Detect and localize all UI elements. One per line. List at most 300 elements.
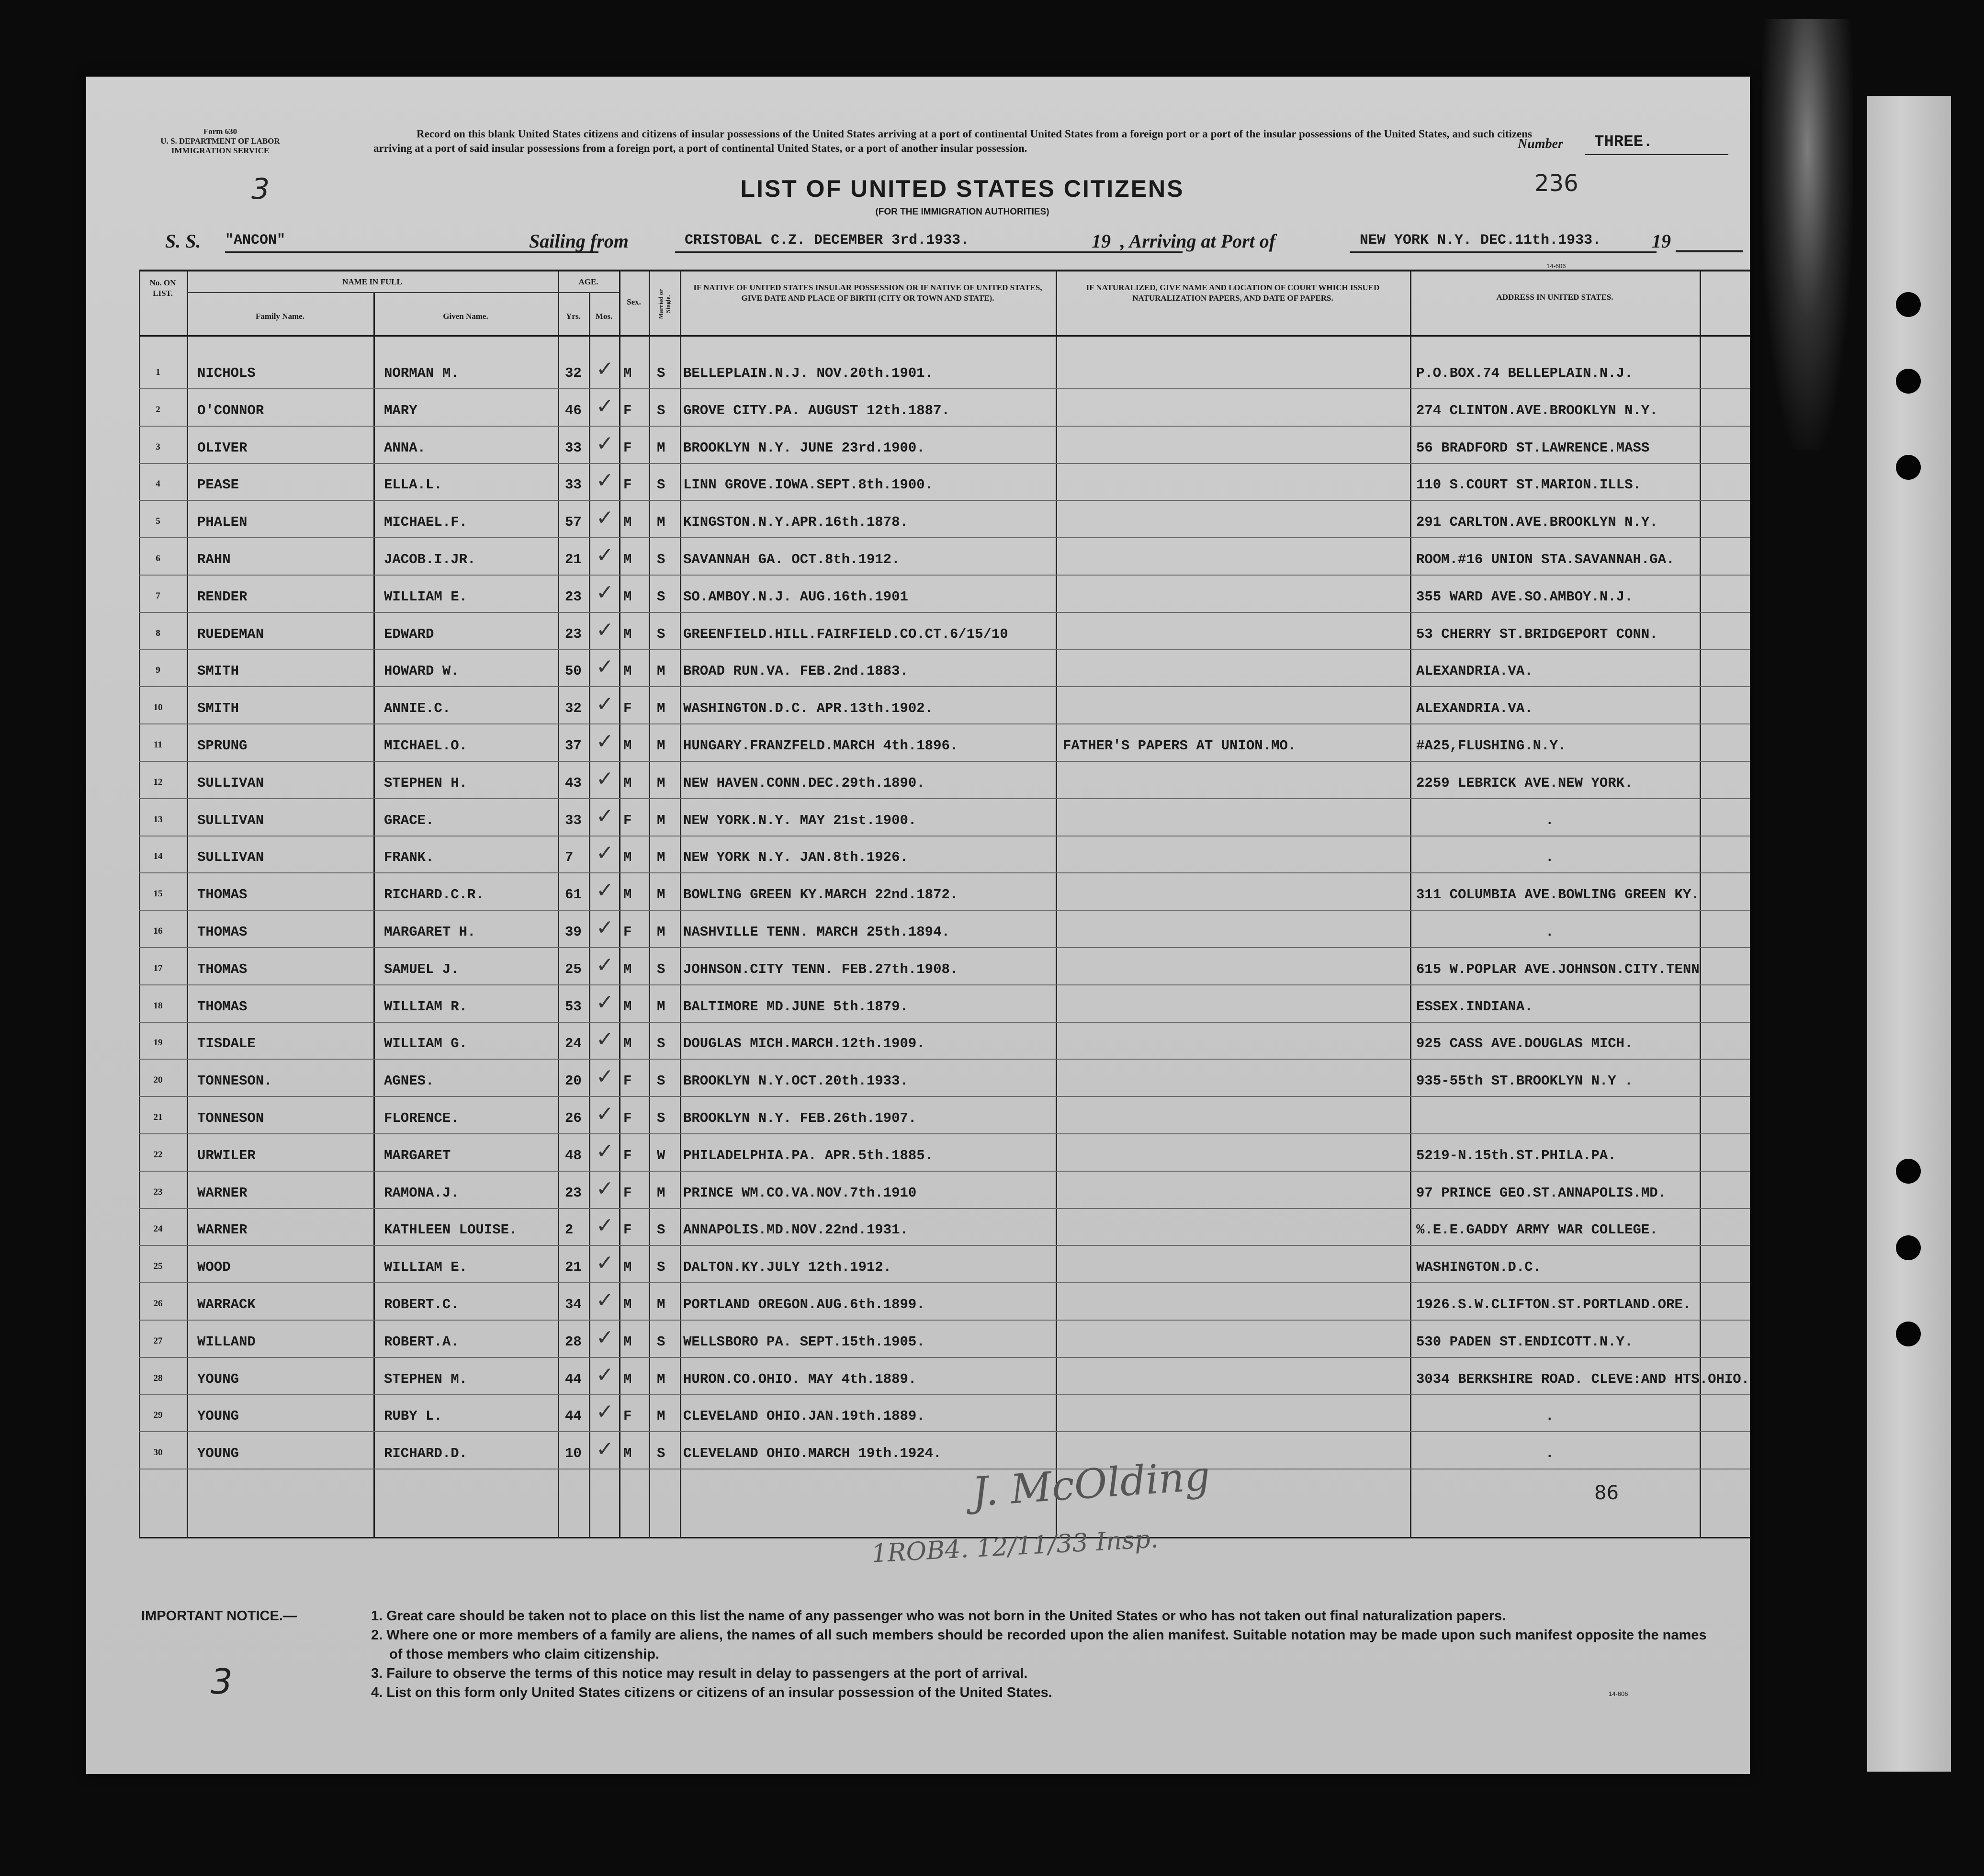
- marital-status-cell: S: [657, 1073, 665, 1089]
- header-birth: IF NATIVE OF UNITED STATES INSULAR POSSESSION OR IF NATIVE OF UNITED STATES, GIVE DATE AND PLACE OF BIRTH (CITY OR TOWN AND STATE).: [693, 283, 1042, 303]
- header-name-in-full: NAME IN FULL: [342, 277, 402, 286]
- header-family-name: Family Name.: [256, 312, 304, 321]
- family-name-cell: RAHN: [197, 552, 231, 567]
- form-number: Form 630: [203, 127, 237, 136]
- given-name-cell: MARGARET H.: [384, 924, 476, 940]
- checkmark-icon: ✓: [596, 1102, 614, 1126]
- birth-cell: BROOKLYN N.Y. JUNE 23rd.1900.: [683, 440, 925, 456]
- row-number: 18: [153, 1000, 163, 1011]
- family-name-cell: PEASE: [197, 477, 239, 493]
- notice-title: IMPORTANT NOTICE.—: [141, 1608, 297, 1624]
- age-cell: 7: [565, 849, 574, 866]
- birth-cell: NEW YORK.N.Y. MAY 21st.1900.: [683, 812, 917, 828]
- sex-cell: F: [623, 924, 632, 940]
- age-cell: 26: [565, 1110, 582, 1126]
- given-name-cell: RUBY L.: [384, 1408, 442, 1424]
- sex-cell: F: [623, 1185, 632, 1201]
- col-border: [558, 270, 559, 1538]
- header-mos: Mos.: [595, 312, 613, 321]
- marital-status-cell: M: [657, 1371, 665, 1387]
- notice-item-3: 3. Failure to observe the terms of this notice may result in delay to passengers at the port of arrival.: [371, 1666, 1028, 1681]
- marital-status-cell: M: [657, 1297, 665, 1312]
- checkmark-icon: ✓: [596, 655, 614, 679]
- birth-cell: DOUGLAS MICH.MARCH.12th.1909.: [683, 1036, 925, 1052]
- row-number: 26: [153, 1299, 163, 1309]
- marital-status-cell: S: [657, 552, 665, 567]
- age-cell: 33: [565, 440, 582, 456]
- row-separator: [139, 1059, 1750, 1060]
- address-cell: .: [1545, 1446, 1554, 1462]
- page-title: LIST OF UNITED STATES CITIZENS: [740, 175, 1184, 202]
- row-separator: [139, 1133, 1750, 1134]
- given-name-cell: ANNA.: [384, 440, 426, 456]
- col-border: [1700, 270, 1701, 1538]
- age-cell: 33: [565, 477, 582, 493]
- ss-label: S. S.: [165, 230, 201, 252]
- marital-status-cell: S: [657, 588, 665, 605]
- age-cell: 32: [565, 701, 582, 717]
- address-cell: 935-55th ST.BROOKLYN N.Y .: [1416, 1073, 1633, 1089]
- arriving-port: NEW YORK N.Y. DEC.11th.1933.: [1350, 232, 1657, 253]
- given-name-cell: WILLIAM G.: [384, 1036, 468, 1052]
- checkmark-icon: ✓: [596, 1325, 614, 1350]
- sex-cell: M: [623, 552, 632, 567]
- given-name-cell: JACOB.I.JR.: [384, 552, 476, 567]
- family-name-cell: OLIVER: [197, 440, 248, 456]
- row-separator: [139, 1245, 1750, 1246]
- marital-status-cell: M: [657, 514, 665, 531]
- family-name-cell: THOMAS: [197, 961, 248, 977]
- row-separator: [139, 947, 1750, 948]
- sex-cell: M: [623, 1446, 632, 1462]
- address-cell: 1926.S.W.CLIFTON.ST.PORTLAND.ORE.: [1416, 1297, 1691, 1312]
- birth-cell: DALTON.KY.JULY 12th.1912.: [683, 1259, 892, 1276]
- sex-cell: F: [623, 701, 632, 717]
- header-age: AGE.: [578, 277, 598, 286]
- birth-cell: CLEVELAND OHIO.MARCH 19th.1924.: [683, 1446, 942, 1462]
- given-name-cell: STEPHEN M.: [384, 1371, 468, 1387]
- address-cell: 615 W.POPLAR AVE.JOHNSON.CITY.TENN: [1416, 961, 1700, 977]
- marital-status-cell: M: [657, 1185, 665, 1201]
- marital-status-cell: M: [657, 812, 665, 828]
- age-cell: 61: [565, 887, 582, 903]
- page-count: 86: [1594, 1482, 1619, 1504]
- age-cell: 50: [565, 663, 582, 679]
- marital-status-cell: M: [657, 440, 665, 456]
- birth-cell: LINN GROVE.IOWA.SEPT.8th.1900.: [683, 477, 934, 493]
- address-cell: ALEXANDRIA.VA.: [1416, 663, 1533, 679]
- row-separator: [139, 798, 1750, 799]
- row-separator: [139, 872, 1750, 873]
- address-cell: 311 COLUMBIA AVE.BOWLING GREEN KY.: [1416, 887, 1700, 903]
- given-name-cell: WILLIAM E.: [384, 1259, 468, 1276]
- birth-cell: SO.AMBOY.N.J. AUG.16th.1901: [683, 588, 908, 605]
- family-name-cell: SULLIVAN: [197, 812, 264, 828]
- marital-status-cell: W: [657, 1147, 665, 1164]
- row-separator: [139, 1022, 1750, 1023]
- age-cell: 24: [565, 1036, 582, 1052]
- sailing-label: Sailing from: [529, 230, 629, 252]
- age-cell: 44: [565, 1371, 582, 1387]
- row-number: 10: [153, 702, 163, 713]
- given-name-cell: EDWARD: [384, 626, 434, 642]
- family-name-cell: RUEDEMAN: [197, 626, 264, 642]
- marital-status-cell: S: [657, 626, 665, 642]
- birth-cell: SAVANNAH GA. OCT.8th.1912.: [683, 552, 900, 567]
- row-number: 23: [153, 1187, 163, 1197]
- age-cell: 39: [565, 924, 582, 940]
- birth-cell: NEW HAVEN.CONN.DEC.29th.1890.: [683, 775, 925, 791]
- family-name-cell: WILLAND: [197, 1334, 256, 1350]
- row-number: 8: [156, 628, 160, 638]
- code-mark-top: 14-606: [1546, 262, 1566, 270]
- address-cell: %.E.E.GADDY ARMY WAR COLLEGE.: [1416, 1222, 1658, 1238]
- marital-status-cell: S: [657, 1446, 665, 1462]
- family-name-cell: THOMAS: [197, 998, 248, 1015]
- age-cell: 57: [565, 514, 582, 531]
- marital-status-cell: M: [657, 775, 665, 791]
- birth-cell: KINGSTON.N.Y.APR.16th.1878.: [683, 514, 908, 531]
- number-label: Number: [1518, 136, 1563, 151]
- sex-cell: M: [623, 514, 632, 531]
- marital-status-cell: S: [657, 1334, 665, 1350]
- col-border: [649, 270, 650, 1538]
- address-cell: .: [1545, 1408, 1554, 1424]
- checkmark-icon: ✓: [596, 617, 614, 642]
- service-name: IMMIGRATION SERVICE: [171, 146, 270, 155]
- checkmark-icon: ✓: [596, 841, 614, 866]
- sex-cell: M: [623, 1259, 632, 1276]
- row-number: 3: [156, 441, 160, 452]
- sex-cell: M: [623, 588, 632, 605]
- col-border: [373, 292, 375, 1537]
- sex-cell: F: [623, 1073, 632, 1089]
- checkmark-icon: ✓: [596, 357, 614, 381]
- notice-item-4: 4. List on this form only United States citizens or citizens of an insular possession of the United States.: [371, 1685, 1052, 1700]
- row-number: 11: [154, 740, 162, 750]
- marital-status-cell: M: [657, 924, 665, 940]
- address-cell: P.O.BOX.74 BELLEPLAIN.N.J.: [1416, 365, 1633, 381]
- given-name-cell: SAMUEL J.: [384, 961, 459, 977]
- sex-cell: M: [623, 887, 632, 903]
- birth-cell: GREENFIELD.HILL.FAIRFIELD.CO.CT.6/15/10: [683, 626, 1008, 642]
- marital-status-cell: S: [657, 402, 665, 418]
- family-name-cell: THOMAS: [197, 924, 248, 940]
- header-given-name: Given Name.: [443, 312, 488, 321]
- sailing-from: CRISTOBAL C.Z. DECEMBER 3rd.1933.: [675, 232, 1183, 253]
- header-naturalized: IF NATURALIZED, GIVE NAME AND LOCATION OF COURT WHICH ISSUED NATURALIZATION PAPERS, AND DATE OF PAPERS.: [1086, 283, 1380, 303]
- row-separator: [139, 388, 1750, 389]
- age-cell: 23: [565, 626, 582, 642]
- family-name-cell: URWILER: [197, 1147, 256, 1164]
- page-number: 236: [1534, 170, 1578, 197]
- year-label-1: 19: [1092, 230, 1111, 252]
- col-border: [619, 270, 620, 1538]
- checkmark-icon: ✓: [596, 990, 614, 1015]
- punch-hole: [1896, 369, 1921, 394]
- family-name-cell: SMITH: [197, 701, 239, 717]
- given-name-cell: NORMAN M.: [384, 365, 459, 381]
- department-name: U. S. DEPARTMENT OF LABOR: [160, 136, 280, 146]
- sex-cell: F: [623, 1408, 632, 1424]
- punch-hole: [1896, 1159, 1921, 1184]
- checkmark-icon: ✓: [596, 1064, 614, 1089]
- birth-cell: ANNAPOLIS.MD.NOV.22nd.1931.: [683, 1222, 908, 1238]
- address-cell: 355 WARD AVE.SO.AMBOY.N.J.: [1416, 588, 1633, 605]
- checkmark-icon: ✓: [596, 1139, 614, 1164]
- col-border: [680, 270, 681, 1538]
- family-name-cell: SPRUNG: [197, 738, 248, 754]
- sex-cell: M: [623, 626, 632, 642]
- address-cell: 53 CHERRY ST.BRIDGEPORT CONN.: [1416, 626, 1658, 642]
- given-name-cell: HOWARD W.: [384, 663, 459, 679]
- birth-cell: GROVE CITY.PA. AUGUST 12th.1887.: [683, 402, 950, 418]
- given-name-cell: FLORENCE.: [384, 1110, 459, 1126]
- birth-cell: PHILADELPHIA.PA. APR.5th.1885.: [683, 1147, 934, 1164]
- sex-cell: M: [623, 775, 632, 791]
- given-name-cell: WILLIAM E.: [384, 588, 468, 605]
- inspection-stamp: 1ROB4. 12/11/33 Insp.: [870, 1525, 1159, 1569]
- row-number: 30: [153, 1447, 163, 1458]
- row-separator: [139, 1394, 1750, 1395]
- sex-cell: F: [623, 477, 632, 493]
- given-name-cell: RICHARD.D.: [384, 1446, 468, 1462]
- age-cell: 43: [565, 775, 582, 791]
- row-separator: [139, 500, 1750, 501]
- age-cell: 37: [565, 738, 582, 754]
- checkmark-icon: ✓: [596, 1362, 614, 1387]
- birth-cell: PORTLAND OREGON.AUG.6th.1899.: [683, 1297, 925, 1312]
- sex-cell: M: [623, 365, 632, 381]
- marital-status-cell: S: [657, 1110, 665, 1126]
- sex-cell: M: [623, 961, 632, 977]
- adjacent-page-strip: [1867, 96, 1951, 1772]
- naturalization-cell: FATHER'S PAPERS AT UNION.MO.: [1063, 738, 1296, 754]
- row-number: 6: [156, 554, 160, 564]
- row-separator: [139, 1208, 1750, 1209]
- birth-cell: BALTIMORE MD.JUNE 5th.1879.: [683, 998, 908, 1015]
- punch-hole: [1896, 455, 1921, 480]
- col-border: [589, 292, 590, 1537]
- age-cell: 33: [565, 812, 582, 828]
- address-cell: #A25,FLUSHING.N.Y.: [1416, 738, 1567, 754]
- row-number: 22: [153, 1149, 163, 1160]
- birth-cell: NEW YORK N.Y. JAN.8th.1926.: [683, 849, 908, 866]
- row-separator: [139, 1431, 1750, 1432]
- sex-cell: M: [623, 1036, 632, 1052]
- marital-status-cell: M: [657, 663, 665, 679]
- family-name-cell: NICHOLS: [197, 365, 256, 381]
- birth-cell: JOHNSON.CITY TENN. FEB.27th.1908.: [683, 961, 958, 977]
- checkmark-icon: ✓: [596, 431, 614, 456]
- family-name-cell: SULLIVAN: [197, 775, 264, 791]
- given-name-cell: ROBERT.A.: [384, 1334, 459, 1350]
- given-name-cell: ELLA.L.: [384, 477, 442, 493]
- checkmark-icon: ✓: [596, 692, 614, 717]
- table-header-border: [139, 335, 1750, 337]
- family-name-cell: WARNER: [197, 1222, 248, 1238]
- code-mark-bottom: 14-606: [1609, 1690, 1628, 1697]
- age-cell: 23: [565, 1185, 582, 1201]
- address-cell: 291 CARLTON.AVE.BROOKLYN N.Y.: [1416, 514, 1658, 531]
- sex-cell: M: [623, 849, 632, 866]
- sex-cell: F: [623, 440, 632, 456]
- checkmark-icon: ✓: [596, 1213, 614, 1238]
- header-address: ADDRESS IN UNITED STATES.: [1496, 293, 1613, 302]
- marital-status-cell: M: [657, 998, 665, 1015]
- sex-cell: F: [623, 402, 632, 418]
- row-number: 17: [153, 963, 163, 973]
- address-cell: ROOM.#16 UNION STA.SAVANNAH.GA.: [1416, 552, 1675, 567]
- sex-cell: M: [623, 1371, 632, 1387]
- address-cell: 3034 BERKSHIRE ROAD. CLEVE:AND HTS.OHIO.: [1416, 1371, 1750, 1387]
- sex-cell: F: [623, 812, 632, 828]
- checkmark-icon: ✓: [596, 1176, 614, 1201]
- given-name-cell: MICHAEL.F.: [384, 514, 468, 531]
- marital-status-cell: M: [657, 887, 665, 903]
- birth-cell: CLEVELAND OHIO.JAN.19th.1889.: [683, 1408, 925, 1424]
- marital-status-cell: S: [657, 1259, 665, 1276]
- row-separator: [139, 1282, 1750, 1283]
- age-cell: 21: [565, 552, 582, 567]
- number-underline: [1585, 154, 1728, 155]
- row-number: 2: [156, 404, 160, 415]
- header-sex: Sex.: [627, 297, 641, 306]
- family-name-cell: THOMAS: [197, 887, 248, 903]
- checkmark-icon: ✓: [596, 468, 614, 493]
- row-separator: [139, 426, 1750, 427]
- row-separator: [139, 761, 1750, 762]
- birth-cell: BELLEPLAIN.N.J. NOV.20th.1901.: [683, 365, 934, 381]
- given-name-cell: FRANK.: [384, 849, 434, 866]
- family-name-cell: TISDALE: [197, 1036, 256, 1052]
- birth-cell: BROOKLYN N.Y. FEB.26th.1907.: [683, 1110, 917, 1126]
- given-name-cell: STEPHEN H.: [384, 775, 468, 791]
- row-separator: [139, 1320, 1750, 1321]
- row-number: 14: [153, 851, 163, 862]
- handwritten-mark: 3: [251, 172, 270, 206]
- row-number: 19: [153, 1038, 163, 1048]
- family-name-cell: WARNER: [197, 1185, 248, 1201]
- address-cell: 2259 LEBRICK AVE.NEW YORK.: [1416, 775, 1633, 791]
- age-cell: 46: [565, 402, 582, 418]
- year-underline: [1676, 250, 1743, 252]
- sex-cell: F: [623, 1222, 632, 1238]
- birth-cell: BROOKLYN N.Y.OCT.20th.1933.: [683, 1073, 908, 1089]
- address-cell: .: [1545, 812, 1554, 828]
- checkmark-icon: ✓: [596, 580, 614, 605]
- family-name-cell: WARRACK: [197, 1297, 256, 1312]
- marital-status-cell: M: [657, 701, 665, 717]
- notice-item-2: 2. Where one or more members of a family are aliens, the names of all such members should be recorded upon the alien manifest. Suitable notation may be made upon such manifest opposite the names of those members who claim citizenship.: [371, 1627, 1707, 1662]
- birth-cell: PRINCE WM.CO.VA.NOV.7th.1910: [683, 1185, 917, 1201]
- age-cell: 23: [565, 588, 582, 605]
- age-cell: 44: [565, 1408, 582, 1424]
- row-separator: [139, 575, 1750, 576]
- row-number: 5: [156, 516, 160, 527]
- row-separator: [139, 984, 1750, 985]
- given-name-cell: GRACE.: [384, 812, 434, 828]
- given-name-cell: WILLIAM R.: [384, 998, 468, 1015]
- birth-cell: WASHINGTON.D.C. APR.13th.1902.: [683, 701, 934, 717]
- checkmark-icon: ✓: [596, 1400, 614, 1424]
- age-cell: 25: [565, 961, 582, 977]
- family-name-cell: O'CONNOR: [197, 402, 264, 418]
- address-cell: .: [1545, 924, 1554, 940]
- given-name-cell: AGNES.: [384, 1073, 434, 1089]
- given-name-cell: RAMONA.J.: [384, 1185, 459, 1201]
- sex-cell: M: [623, 998, 632, 1015]
- sex-cell: M: [623, 663, 632, 679]
- ship-name: "ANCON": [225, 232, 598, 253]
- age-cell: 34: [565, 1297, 582, 1312]
- given-name-cell: ROBERT.C.: [384, 1297, 459, 1312]
- marital-status-cell: M: [657, 849, 665, 866]
- row-number: 29: [153, 1410, 163, 1421]
- row-number: 4: [156, 479, 160, 489]
- family-name-cell: PHALEN: [197, 514, 248, 531]
- handwritten-mark-bottom: 3: [211, 1661, 233, 1702]
- punch-hole: [1896, 1322, 1921, 1346]
- marital-status-cell: S: [657, 477, 665, 493]
- given-name-cell: MARGARET: [384, 1147, 451, 1164]
- address-cell: 56 BRADFORD ST.LAWRENCE.MASS: [1416, 440, 1650, 456]
- given-name-cell: ANNIE.C.: [384, 701, 451, 717]
- family-name-cell: TONNESON.: [197, 1073, 272, 1089]
- address-cell: .: [1545, 849, 1554, 866]
- given-name-cell: MICHAEL.O.: [384, 738, 468, 754]
- important-notice: [141, 1606, 1721, 1702]
- checkmark-icon: ✓: [596, 1251, 614, 1276]
- age-cell: 48: [565, 1147, 582, 1164]
- checkmark-icon: ✓: [596, 394, 614, 418]
- family-name-cell: SULLIVAN: [197, 849, 264, 866]
- marital-status-cell: M: [657, 1408, 665, 1424]
- address-cell: 530 PADEN ST.ENDICOTT.N.Y.: [1416, 1334, 1633, 1350]
- birth-cell: WELLSBORO PA. SEPT.15th.1905.: [683, 1334, 925, 1350]
- given-name-cell: MARY: [384, 402, 417, 418]
- address-cell: 5219-N.15th.ST.PHILA.PA.: [1416, 1147, 1616, 1164]
- address-cell: 97 PRINCE GEO.ST.ANNAPOLIS.MD.: [1416, 1185, 1667, 1201]
- checkmark-icon: ✓: [596, 1288, 614, 1312]
- sex-cell: M: [623, 1334, 632, 1350]
- col-border: [187, 270, 188, 1538]
- address-cell: ESSEX.INDIANA.: [1416, 998, 1533, 1015]
- header-married-single: Married or Single.: [657, 289, 672, 319]
- row-number: 24: [153, 1224, 163, 1234]
- marital-status-cell: S: [657, 365, 665, 381]
- row-number: 20: [153, 1075, 163, 1085]
- age-cell: 28: [565, 1334, 582, 1350]
- age-cell: 20: [565, 1073, 582, 1089]
- age-cell: 32: [565, 365, 582, 381]
- checkmark-icon: ✓: [596, 766, 614, 791]
- marital-status-cell: S: [657, 961, 665, 977]
- row-separator: [139, 463, 1750, 464]
- address-cell: 274 CLINTON.AVE.BROOKLYN N.Y.: [1416, 402, 1658, 418]
- address-cell: WASHINGTON.D.C.: [1416, 1259, 1542, 1276]
- checkmark-icon: ✓: [596, 803, 614, 828]
- row-separator: [139, 1357, 1750, 1358]
- record-instructions: Record on this blank United States citizens and citizens of insular possessions of the United States arriving at a port of continental United States from a foreign port or a port of the insular possessions of the United States, and such citizens arriving at a port of said insular possessions from a foreign port, a port of continental United States, or a port of another insular possession.: [373, 128, 1532, 154]
- marital-status-cell: S: [657, 1036, 665, 1052]
- age-cell: 53: [565, 998, 582, 1015]
- marital-status-cell: S: [657, 1222, 665, 1238]
- col-border: [1056, 270, 1057, 1538]
- row-number: 21: [153, 1112, 163, 1122]
- punch-hole: [1896, 1235, 1921, 1260]
- form-identifier: [134, 127, 306, 156]
